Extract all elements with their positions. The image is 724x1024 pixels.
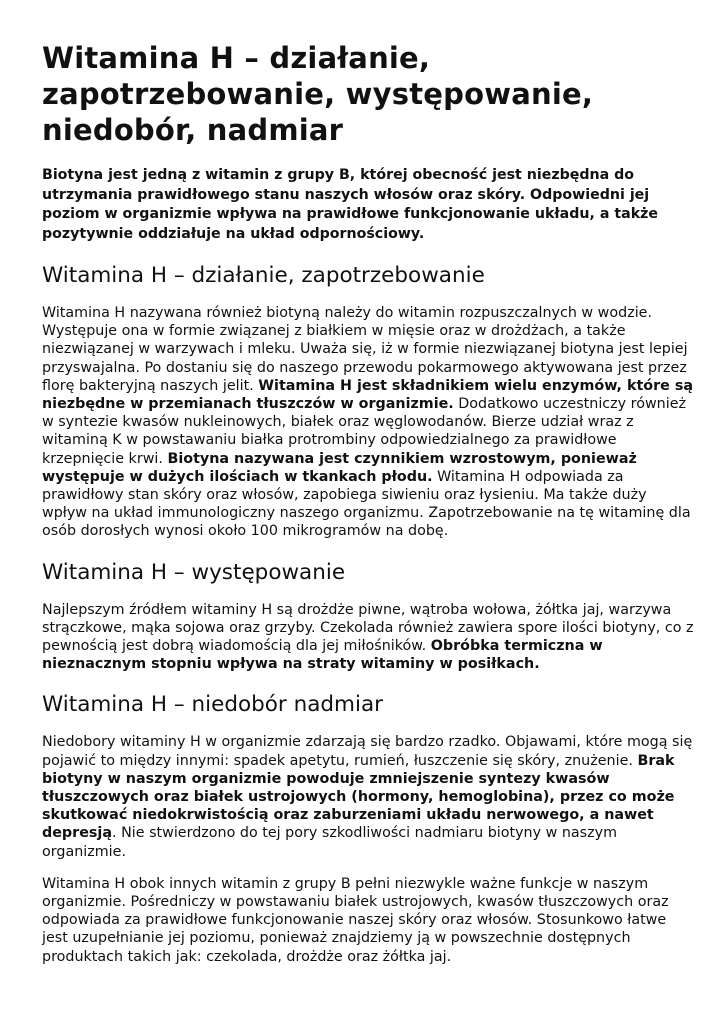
section-heading-wystepowanie: Witamina H – występowanie	[42, 559, 346, 585]
bold-text-span: Biotyna nazywana jest czynnikiem wzrostowym, ponieważ występuje w dużych ilościach w tkankach płodu.	[42, 450, 637, 485]
section-paragraph-dzialanie	[42, 304, 694, 541]
section-paragraph-niedobor	[42, 733, 694, 860]
page-title: Witamina H – działanie, zapotrzebowanie, występowanie, niedobór, nadmiar	[42, 41, 594, 147]
section-paragraph-wystepowanie	[42, 601, 694, 674]
text-span: Witamina H nazywana również biotyną należy do witamin rozpuszczalnych w wodzie. Występuje ona w formie związanej z białkiem w mięsie oraz w drożdżach, a także niezwiązanej w warzywach i mleku. Uważa się, iż w formie niezwiązanej biotyna jest lepiej przyswajalna. Po dostaniu się do naszego przewodu pokarmowego aktywowana jest przez florę bakteryjną naszych jelit.	[42, 305, 688, 394]
text-span: Niedobory witaminy H w organizmie zdarzają się bardzo rzadko. Objawami, które mogą się pojawić to między innymi: spadek apetytu, rumień, łuszczenie się skóry, znużenie.	[42, 734, 693, 769]
text-span: Najlepszym źródłem witaminy H są drożdże piwne, wątroba wołowa, żółtka jaj, warzywa strączkowe, mąka sojowa oraz grzyby. Czekolada również zawiera spore ilości biotyny, co z pewnością jest dobrą wiadomością dla jej miłośników.	[42, 601, 694, 655]
section-heading-niedobor: Witamina H – niedobór nadmiar	[42, 692, 383, 718]
section-heading-dzialanie: Witamina H – działanie, zapotrzebowanie	[42, 263, 485, 288]
summary-paragraph: Witamina H obok innych witamin z grupy B pełni niezwykle ważne funkcje w naszym organizmie. Pośredniczy w powstawaniu białek ustrojowych, kwasów tłuszczowych oraz odpowiada za prawidłowe funkcjonowanie naszej skóry oraz włosów. Stosunkowo łatwe jest uzupełnianie jej poziomu, ponieważ znajdziemy ją w powszechnie dostępnych produktach takich jak: czekolada, drożdże oraz żółtka jaj.	[42, 875, 669, 965]
text-span: Witamina H odpowiada za prawidłowy stan skóry oraz włosów, zapobiega siwieniu oraz łysieniu. Ma także duży wpływ na układ immunologiczny naszego organizmu. Zapotrzebowanie na tę witaminę dla osób dorosłych wynosi około 100 mikrogramów na dobę.	[42, 468, 691, 540]
text-span: Dodatkowo uczestniczy również w syntezie kwasów nukleinowych, białek oraz węglowodanów. Bierze udział wraz z witaminą K w powstawaniu białka protrombiny odpowiedzialnego za prawidłowe krzepnięcie krwi.	[42, 396, 686, 467]
lead-paragraph: Biotyna jest jedną z witamin z grupy B, której obecność jest niezbędna do utrzymania prawidłowego stanu naszych włosów oraz skóry. Odpowiedni jej poziom w organizmie wpływa na prawidłowe funkcjonowanie układu, a także pozytywnie oddziałuje na układ odpornościowy.	[42, 167, 659, 242]
bold-text-span: Obróbka termiczna w nieznacznym stopniu wpływa na straty witaminy w posiłkach.	[42, 638, 603, 673]
bold-text-span: Brak biotyny w naszym organizmie powoduje zmniejszenie syntezy kwasów tłuszczowych oraz białek ustrojowych (hormony, hemoglobina), przez co może skutkować niedokrwistością oraz zaburzeniami układu nerwowego, a nawet depresją	[42, 752, 675, 842]
bold-text-span: Witamina H jest składnikiem wielu enzymów, które są niezbędne w przemianach tłuszczów w organizmie.	[42, 377, 694, 413]
text-span: . Nie stwierdzono do tej pory szkodliwości nadmiaru biotyny w naszym organizmie.	[42, 825, 618, 860]
